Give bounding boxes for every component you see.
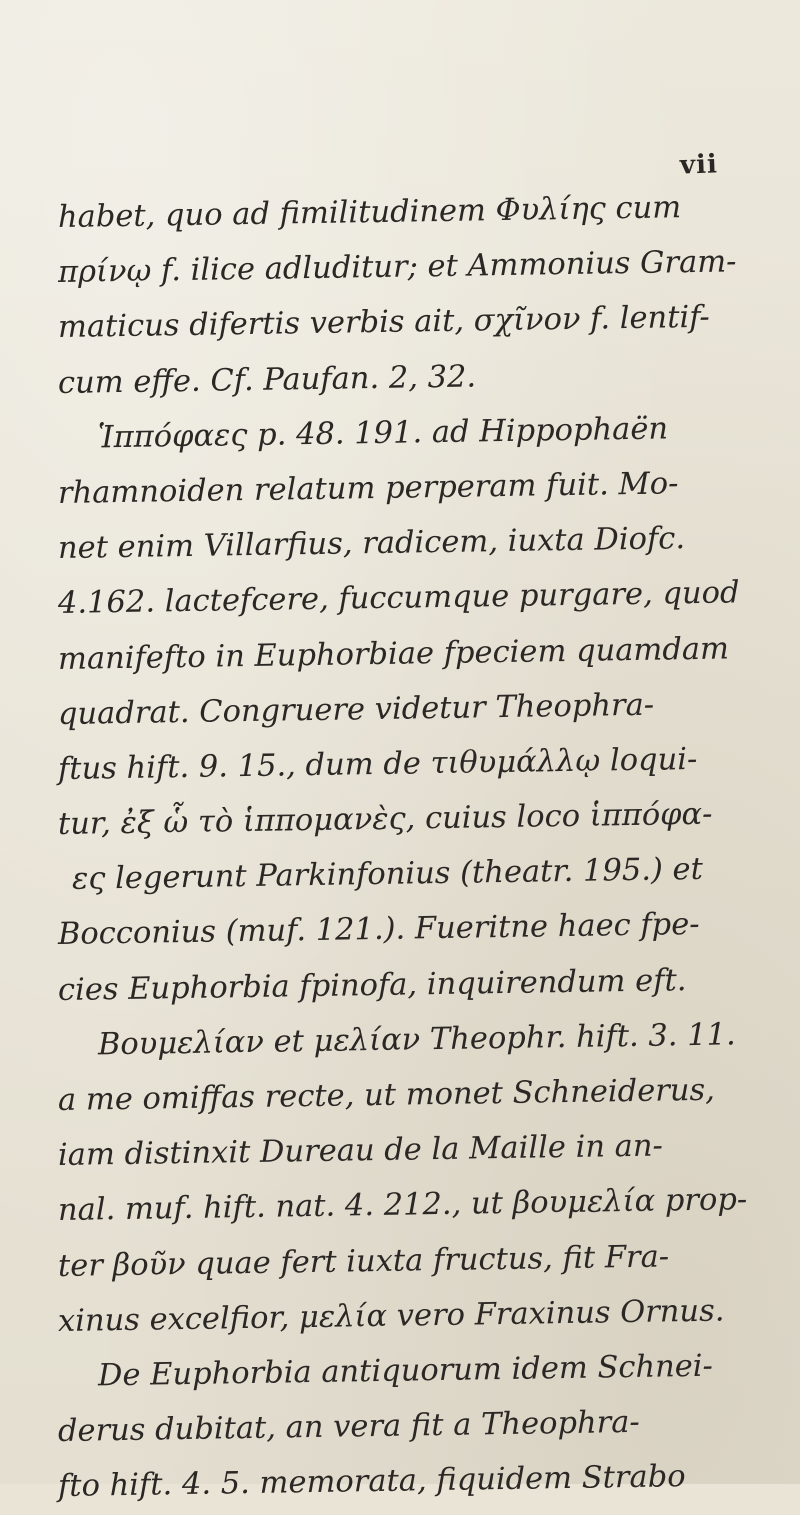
text-line: quadrat. Congruere videtur Theophra- bbox=[57, 687, 655, 732]
text-line: iam distinxit Dureau de la Maille in an- bbox=[57, 1128, 664, 1174]
text-line: a me omiffas recte, ut monet Schneiderus, bbox=[57, 1072, 716, 1118]
text-line: xinus excelfior, μελία vero Fraxinus Ornus. bbox=[57, 1293, 725, 1339]
text-line: cum effe. Cf. Paufan. 2, 32. bbox=[57, 358, 477, 401]
text-line: derus dubitat, an vera fit a Theophra- bbox=[57, 1404, 640, 1450]
text-line: tur, ἐξ ὧ τὸ ἱππομανὲς, cuius loco ἱππόφα- bbox=[57, 796, 713, 843]
text-line: ftus hift. 9. 15., dum de τιθυμάλλῳ loqui- bbox=[57, 741, 698, 787]
text-line: ter βοῦν quae fert iuxta fructus, fit Fra- bbox=[57, 1238, 670, 1284]
text-line: Ἱππόφαες p. 48. 191. ad Hippophaën bbox=[97, 411, 669, 456]
text-line: ες legerunt Parkinfonius (theatr. 195.) et bbox=[71, 852, 704, 898]
text-line: cies Euphorbia fpinofa, inquirendum eft. bbox=[57, 962, 687, 1008]
text-line: rhamnoiden relatum perperam fuit. Mo- bbox=[57, 466, 679, 511]
text-line: habet, quo ad fimilitudinem Φυλίης cum bbox=[57, 190, 682, 235]
text-line: nal. muf. hift. nat. 4. 212., ut βουμελία prop- bbox=[57, 1182, 748, 1229]
text-line: De Euphorbia antiquorum idem Schnei- bbox=[97, 1348, 714, 1394]
text-line: πρίνῳ f. ilice adluditur; et Ammonius Gram- bbox=[57, 244, 737, 291]
text-line: Βουμελίαν et μελίαν Theophr. hift. 3. 11. bbox=[97, 1017, 736, 1063]
blank-page-area bbox=[0, 1000, 800, 1484]
text-line: 4.162. lactefcere, fuccumque purgare, quod bbox=[57, 575, 740, 622]
text-line: Bocconius (muf. 121.). Fueritne haec fpe- bbox=[57, 907, 700, 953]
text-line: manifefto in Euphorbiae fpeciem quamdam bbox=[57, 630, 730, 677]
text-line: fto hift. 4. 5. memorata, fiquidem Strabo bbox=[57, 1459, 686, 1505]
page-number: vii bbox=[679, 149, 719, 181]
text-line: maticus difertis verbis ait, σχῖνον f. lentif- bbox=[57, 300, 710, 346]
text-line: net enim Villarfius, radicem, iuxta Diofc. bbox=[57, 521, 686, 567]
